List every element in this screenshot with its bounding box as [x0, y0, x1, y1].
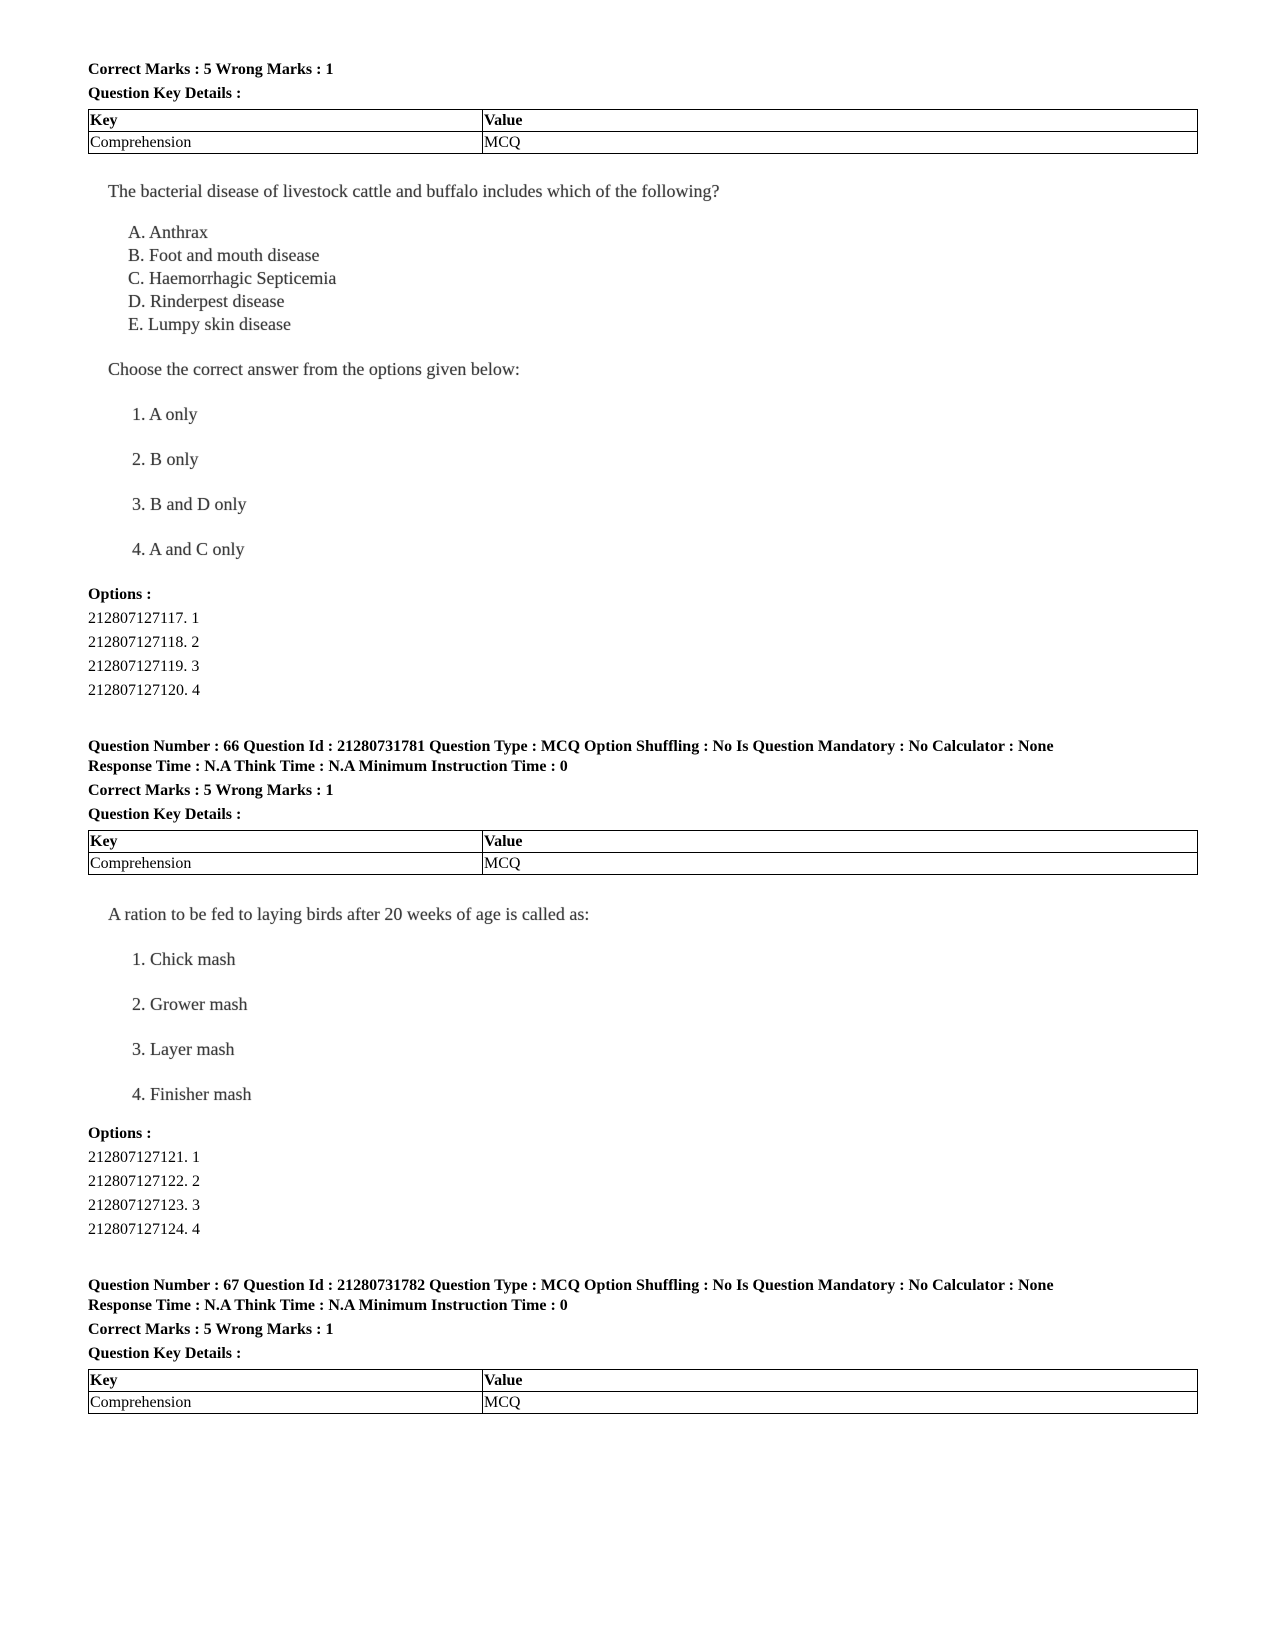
question-timing-line: Response Time : N.A Think Time : N.A Minimum Instruction Time : 0 [88, 1297, 568, 1314]
option-item: 212807127124. 4 [88, 1221, 200, 1238]
options-label: Options : [88, 586, 152, 603]
table-row [89, 1392, 1198, 1414]
table-row [89, 132, 1198, 154]
table-header-value: Value [483, 110, 1198, 132]
choice-item: 4. Finisher mash [132, 1084, 252, 1104]
option-item: 212807127122. 2 [88, 1173, 200, 1190]
question-timing-line: Response Time : N.A Think Time : N.A Minimum Instruction Time : 0 [88, 758, 568, 775]
choice-item: 2. Grower mash [132, 994, 248, 1014]
marks-line: Correct Marks : 5 Wrong Marks : 1 [88, 61, 334, 78]
options-label: Options : [88, 1125, 152, 1142]
choice-item: 2. B only [132, 449, 199, 469]
question-text: The bacterial disease of livestock cattle and buffalo includes which of the following? [108, 181, 720, 201]
table-cell-value: MCQ [483, 853, 1198, 875]
table-header-key: Key [89, 1370, 483, 1392]
table-row [89, 853, 1198, 875]
table-header-key: Key [89, 831, 483, 853]
option-item: 212807127117. 1 [88, 610, 200, 627]
key-value-table [88, 830, 1198, 875]
table-cell-key: Comprehension [89, 132, 483, 154]
option-item: 212807127120. 4 [88, 682, 200, 699]
table-header-row [89, 110, 1198, 132]
table-cell-value: MCQ [483, 132, 1198, 154]
choice-item: 1. Chick mash [132, 949, 236, 969]
instruction-text: Choose the correct answer from the options given below: [108, 359, 520, 379]
table-cell-key: Comprehension [89, 853, 483, 875]
marks-line: Correct Marks : 5 Wrong Marks : 1 [88, 782, 334, 799]
option-item: 212807127119. 3 [88, 658, 200, 675]
question-header-line: Question Number : 67 Question Id : 21280731782 Question Type : MCQ Option Shuffling : No Is Question Mandatory : No Calculator : None [88, 1277, 1054, 1294]
choice-item: 3. Layer mash [132, 1039, 235, 1059]
choice-item: 1. A only [132, 404, 198, 424]
statement-item: C. Haemorrhagic Septicemia [128, 268, 337, 288]
table-cell-value: MCQ [483, 1392, 1198, 1414]
table-header-key: Key [89, 110, 483, 132]
marks-line: Correct Marks : 5 Wrong Marks : 1 [88, 1321, 334, 1338]
table-header-value: Value [483, 1370, 1198, 1392]
choice-item: 3. B and D only [132, 494, 247, 514]
key-details-label: Question Key Details : [88, 1345, 242, 1362]
key-details-label: Question Key Details : [88, 806, 242, 823]
statement-item: D. Rinderpest disease [128, 291, 285, 311]
option-item: 212807127123. 3 [88, 1197, 200, 1214]
option-item: 212807127121. 1 [88, 1149, 200, 1166]
key-value-table [88, 109, 1198, 154]
key-value-table [88, 1369, 1198, 1414]
key-details-label: Question Key Details : [88, 85, 242, 102]
statement-item: B. Foot and mouth disease [128, 245, 320, 265]
table-header-row [89, 831, 1198, 853]
table-header-row [89, 1370, 1198, 1392]
statement-item: E. Lumpy skin disease [128, 314, 291, 334]
table-cell-key: Comprehension [89, 1392, 483, 1414]
question-text: A ration to be fed to laying birds after 20 weeks of age is called as: [108, 904, 590, 924]
table-header-value: Value [483, 831, 1198, 853]
question-header-line: Question Number : 66 Question Id : 21280731781 Question Type : MCQ Option Shuffling : No Is Question Mandatory : No Calculator : None [88, 738, 1054, 755]
choice-item: 4. A and C only [132, 539, 245, 559]
option-item: 212807127118. 2 [88, 634, 200, 651]
statement-item: A. Anthrax [128, 222, 208, 242]
